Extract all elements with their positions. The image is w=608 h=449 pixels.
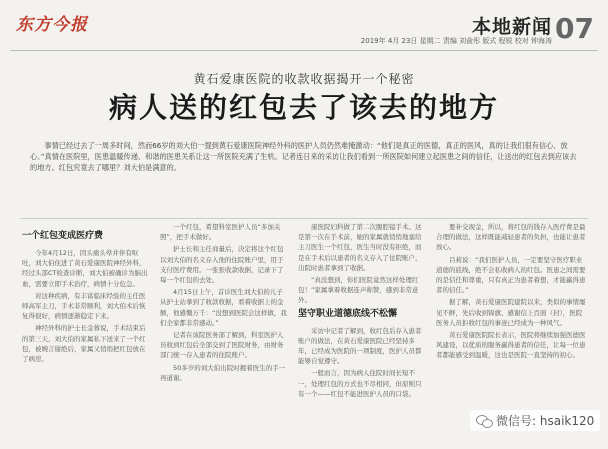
subheading-2: 坚守职业道德底线不松懈 <box>298 308 398 319</box>
paragraph: 采访中记者了解到，收红包后存入患者账户的做法，在黄石爱康医院已经坚持多年，已经成为医院的一项制度，医护人员都能够自觉遵守。 <box>298 326 422 366</box>
divider <box>20 218 588 219</box>
article-lead: 事情已经过去了一周多时间，然而66岁的刘大伯一提到黄石爱康医院神经外科的医护人员仍然难掩激动：“他们是真正的医德，真正的医风，真的让我们很有信心、放心。”真情在医院里，医患温暖传递、和谐的医患关系让这一所医院充满了生机。记者连日来的采访让我们看到一所医院如何建立起医患之间的信任，让送出的红包去到应该去的地方。红包究竟去了哪里？刘大伯是满意的。 <box>30 141 577 172</box>
article-kicker: 黄石爱康医院的收款收据揭开一个秘密 <box>193 72 415 86</box>
paragraph: 吕莉说：“我们医护人员，一定要坚守医疗职业道德的底线，绝不会私收病人的红包。医患之间需要的是信任和尊重，只有真正为患者着想，才能赢得患者的信任。” <box>436 255 586 295</box>
paragraph: 记者在该院医务部了解到，科室医护人员收到红包后全部交到了医院财务，由财务部门统一存入患者的住院账户。 <box>160 331 284 360</box>
column-1 <box>22 228 150 428</box>
column-4 <box>436 222 586 422</box>
paragraph: 要补交现金，所以，将红包的钱存入医疗费是最合理的做法，这样既能减轻患者的负担，也能让患者放心。 <box>436 223 586 252</box>
paragraph: 据了解，黄石爱康医院建院以来，类似的事情屡见不鲜，先后收到锦旗、感谢信上百面（封），医院医务人员拒收红包的事迹已经成为一种风气。 <box>436 298 586 327</box>
paragraph: 黄石爱康医院院长表示，医院将继续加强医德医风建设，以优质的服务赢得患者的信任，让每一位患者都能感受到温暖，这也是医院一直坚持的初心。 <box>436 331 586 360</box>
paragraph: 神经外科的护士长金蓉说，手术结束后的第三天，刘大伯的家属私下送来了一个红包，被婉言谢绝后，家属又悄悄把红包放在了病房。 <box>22 324 146 364</box>
article-headline: 病人送的红包去了该去的地方 <box>108 91 499 124</box>
masthead <box>10 4 598 51</box>
paragraph: 今年4月12日，因头痛头晕并伴有呕吐，刘大伯住进了黄石爱康医院神经外科，经过头部CT检查诊断，刘大伯被确诊为脑出血，需要立即手术治疗，病情十分危急。 <box>22 249 148 288</box>
subheading-1: 一个红包变成医疗费 <box>22 231 104 241</box>
column-2 <box>160 222 288 422</box>
paragraph: 对这种疾病，有丰富临床经验的主任医师高军主刀，手术非常顺利，刘大伯术后恢复得很好，病情逐渐稳定下来。 <box>22 291 146 321</box>
column-3 <box>298 222 426 422</box>
paragraph: 一个红包，希望科室医护人员“多加关照”，把手术做好。 <box>160 223 281 242</box>
issue-meta: 2019年 4月 23日 星期二 责编 刘俞彤 版式 程锐 校对 钟海涛 <box>360 37 552 45</box>
newspaper-logo: 东方今报 <box>16 15 88 35</box>
wechat-id: 微信号: hsaik120 <box>496 414 595 428</box>
paragraph: 一般而言，因为病人住院时间长短不一，处理红包的方式也不尽相同，但原则只有一个——红包不能进医护人员的口袋。 <box>298 369 422 398</box>
wechat-icon <box>476 414 492 428</box>
paragraph: 50多岁的刘大伯出院时握着医生的手一再道谢。 <box>160 363 286 382</box>
paragraph: “真没想到，你们医院竟然这样处理红包！”家属拿着收据连声称赞，感到非常意外。 <box>298 276 419 305</box>
page-number: 07 <box>555 12 594 45</box>
wechat-watermark <box>470 410 600 431</box>
paragraph: 康医院妇科做了第二次腹腔镜手术。这是第一次在手术前，她的家属就悄悄地塞给主刀医生一个红包，医生当时没有拒绝，而是在手术后以患者的名义存入了住院账户，出院时患者拿到了收据。 <box>298 223 422 272</box>
section-title: 本地新闻 <box>471 16 552 38</box>
paragraph: 4月15日上午，首诊医生刘大伯的儿子从护士站拿到了收款收据，看着收据上的金额，他感慨万千：“没想到医院会这样做，我们全家都非常感动。” <box>160 288 287 327</box>
paragraph: 护士长和主任商量后，决定将这个红包以刘大伯的名义存入他的住院账户里，用于支付医疗费用。一张张收款收据，记录下了每一个红包的去处。 <box>160 245 284 285</box>
